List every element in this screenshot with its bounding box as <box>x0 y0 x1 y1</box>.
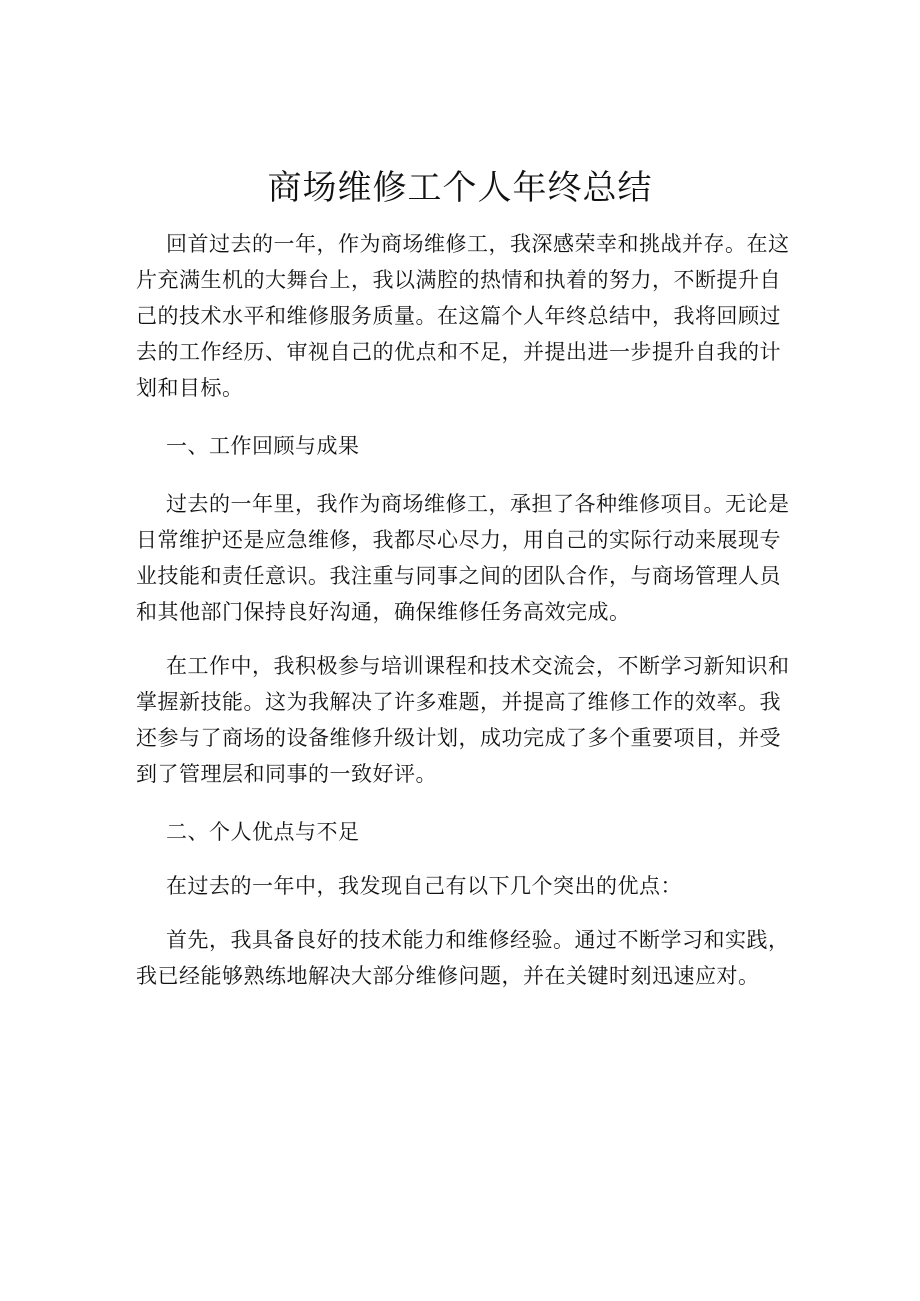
paragraph-intro: 回首过去的一年，作为商场维修工，我深感荣幸和挑战并存。在这片充满生机的大舞台上，我以满腔的热情和执着的努力，不断提升自己的技术水平和维修服务质量。在这篇个人年终总结中，我将回顾过去的工作经历、审视自己的优点和不足，并提出进一步提升自我的计划和目标。 <box>136 232 790 400</box>
document-body <box>136 226 796 994</box>
document-title: 商场维修工个人年终总结 <box>267 168 653 208</box>
paragraph-work-review: 过去的一年里，我作为商场维修工，承担了各种维修项目。无论是日常维护还是应急维修，我都尽心尽力，用自己的实际行动来展现专业技能和责任意识。我注重与同事之间的团队合作，与商场管理人员和其他部门保持良好沟通，确保维修任务高效完成。 <box>136 492 790 624</box>
paragraph-strengths-intro: 在过去的一年中，我发现自己有以下几个突出的优点： <box>166 874 682 898</box>
paragraph-strength-first: 首先，我具备良好的技术能力和维修经验。通过不断学习和实践，我已经能够熟练地解决大部分维修问题，并在关键时刻迅速应对。 <box>136 928 790 988</box>
paragraph-training: 在工作中，我积极参与培训课程和技术交流会，不断学习新知识和掌握新技能。这为我解决了许多难题，并提高了维修工作的效率。我还参与了商场的设备维修升级计划，成功完成了多个重要项目，并受到了管理层和同事的一致好评。 <box>136 654 790 786</box>
section-heading-strengths: 二、个人优点与不足 <box>166 820 360 844</box>
section-heading-work-review: 一、工作回顾与成果 <box>166 434 360 458</box>
